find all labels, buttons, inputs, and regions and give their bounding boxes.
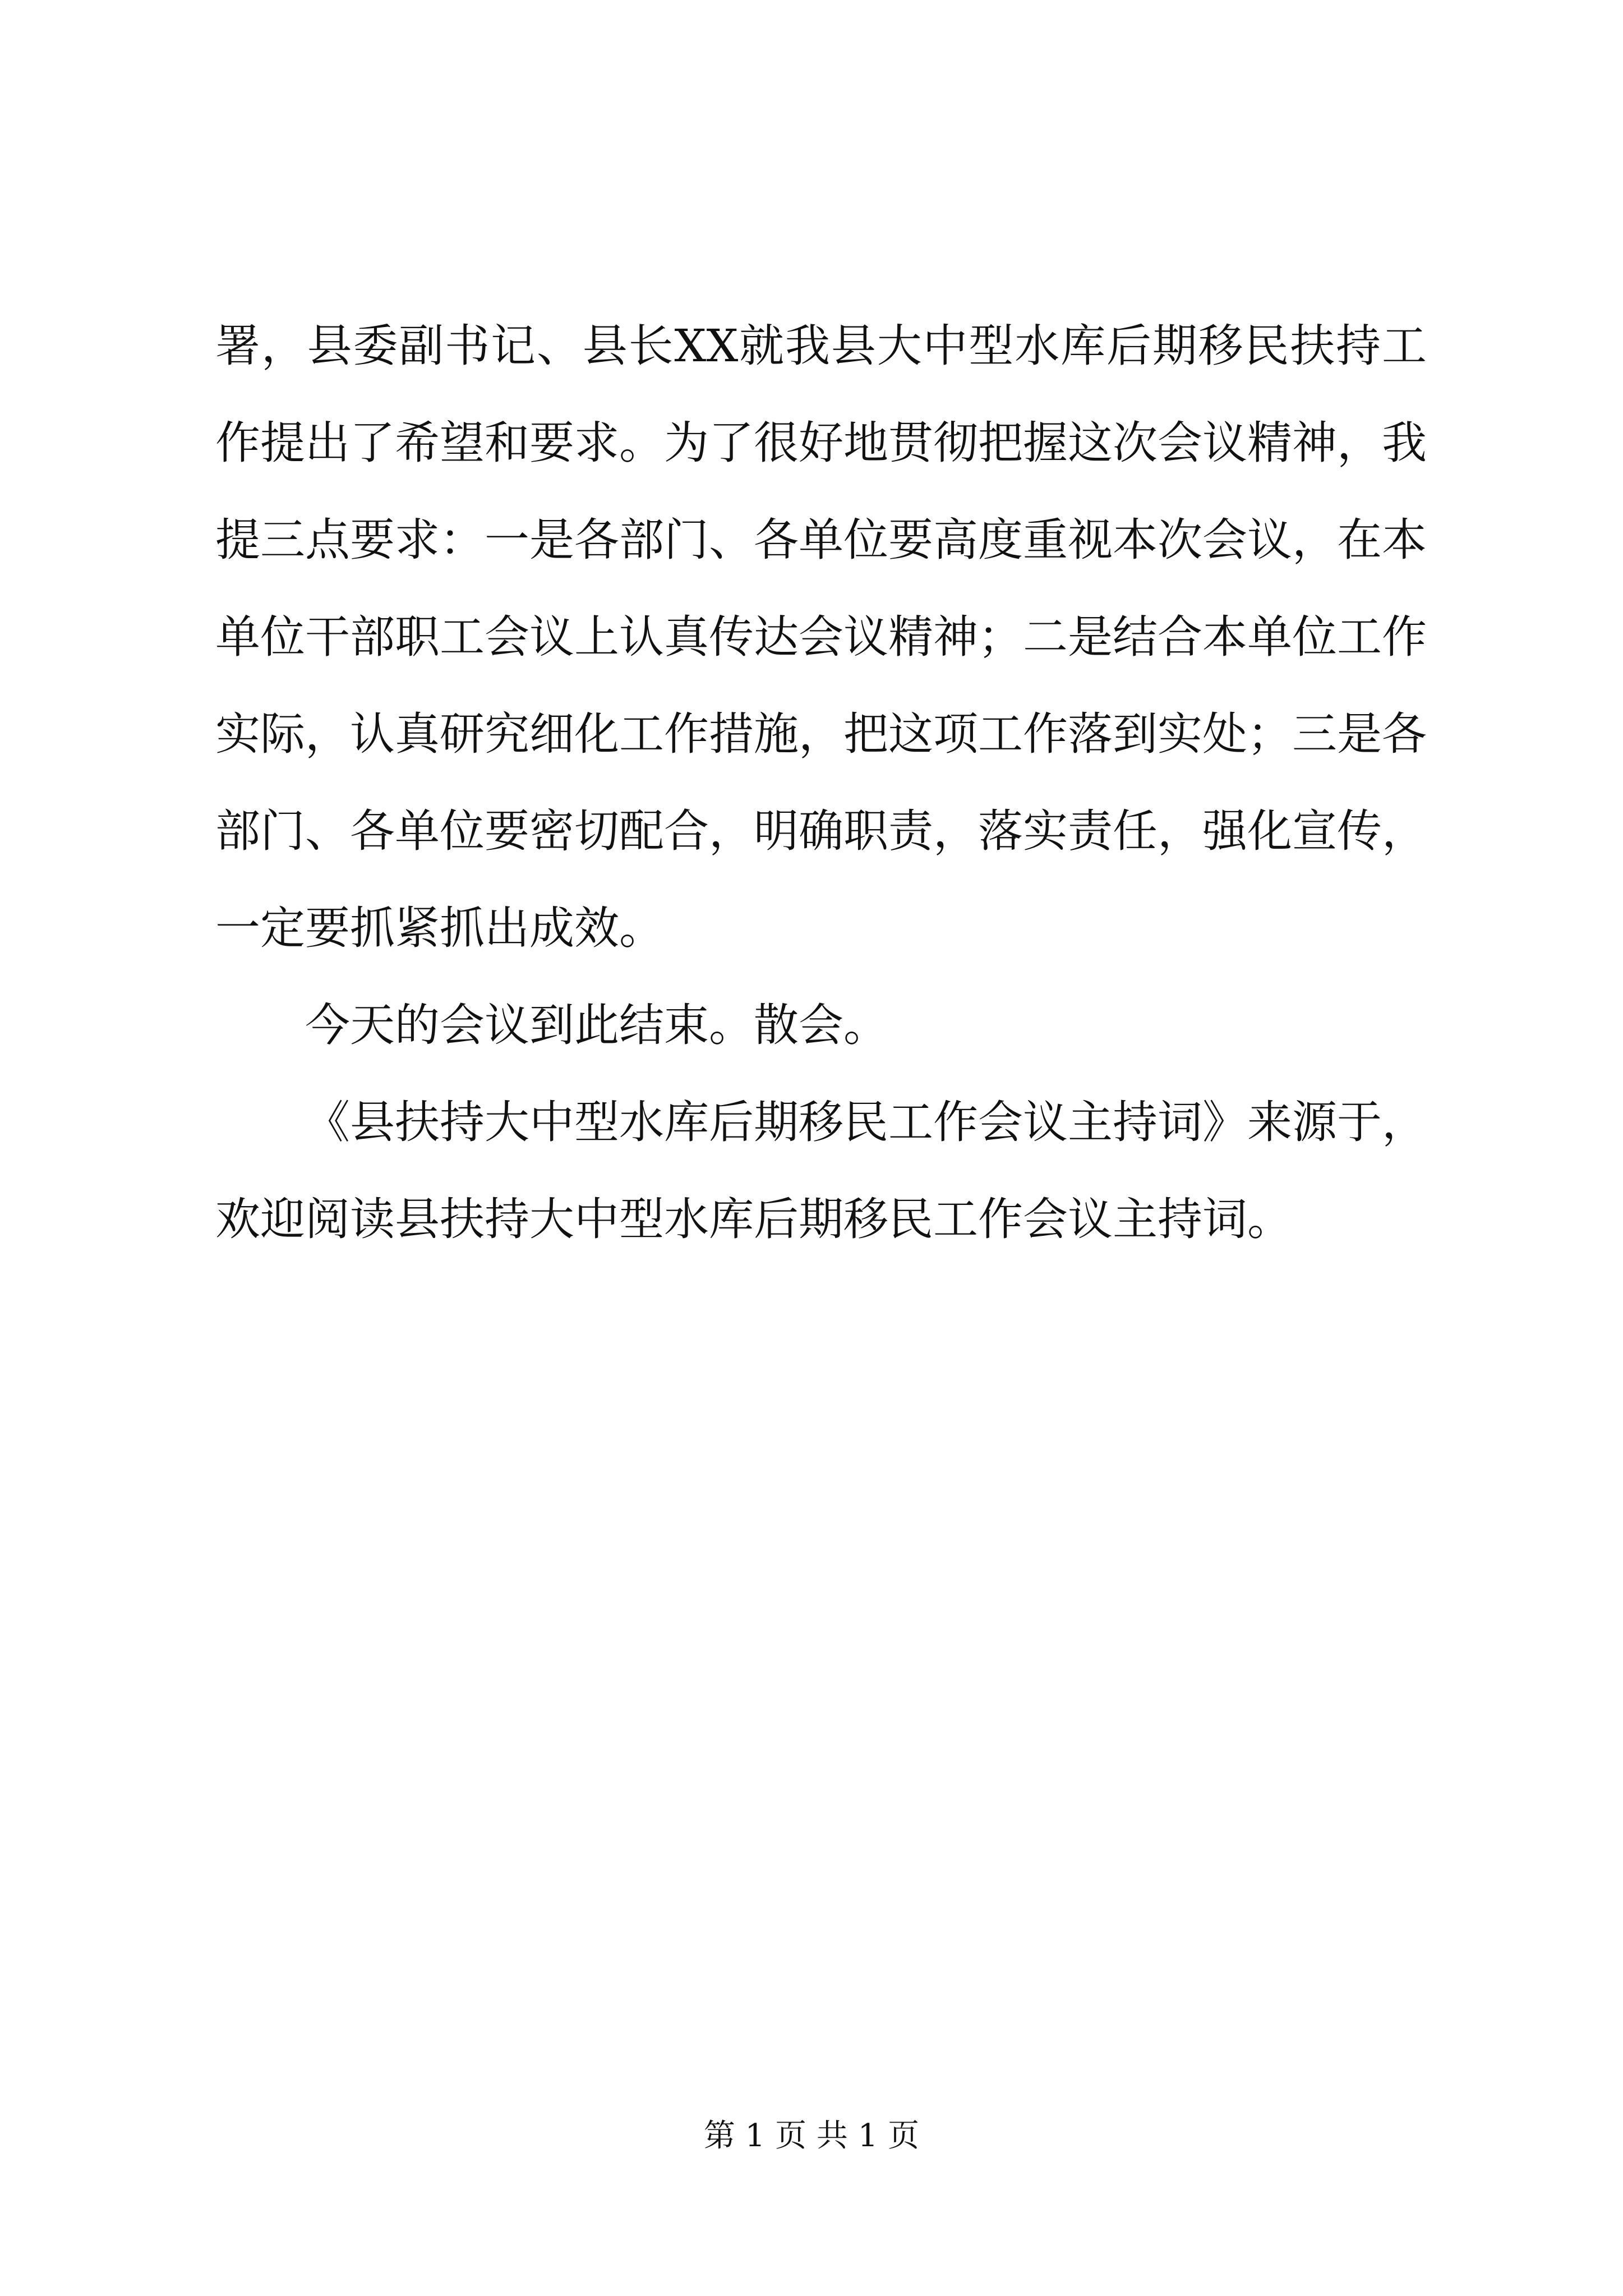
paragraph-requirements: 署，县委副书记、县长XX就我县大中型水库后期移民扶持工作提出了希望和要求。为了很好地贯彻把握这次会议精神，我提三点要求：一是各部门、各单位要高度重视本次会议，在本单位干部职工会议上认真传达会议精神；二是结合本单位工作实际，认真研究细化工作措施，把这项工作落到实处；三是各部门、各单位要密切配合，明确职责，落实责任，强化宣传，一定要抓紧抓出成效。 bbox=[215, 320, 1427, 954]
paragraph-closing: 今天的会议到此结束。散会。 bbox=[305, 999, 888, 1051]
page-footer: 第 1 页 共 1 页 bbox=[703, 2118, 920, 2154]
paragraph-source-note: 《县扶持大中型水库后期移民工作会议主持词》来源于，欢迎阅读县扶持大中型水库后期移民工作会议主持词。 bbox=[215, 1096, 1427, 1245]
document-body bbox=[215, 297, 1427, 1268]
